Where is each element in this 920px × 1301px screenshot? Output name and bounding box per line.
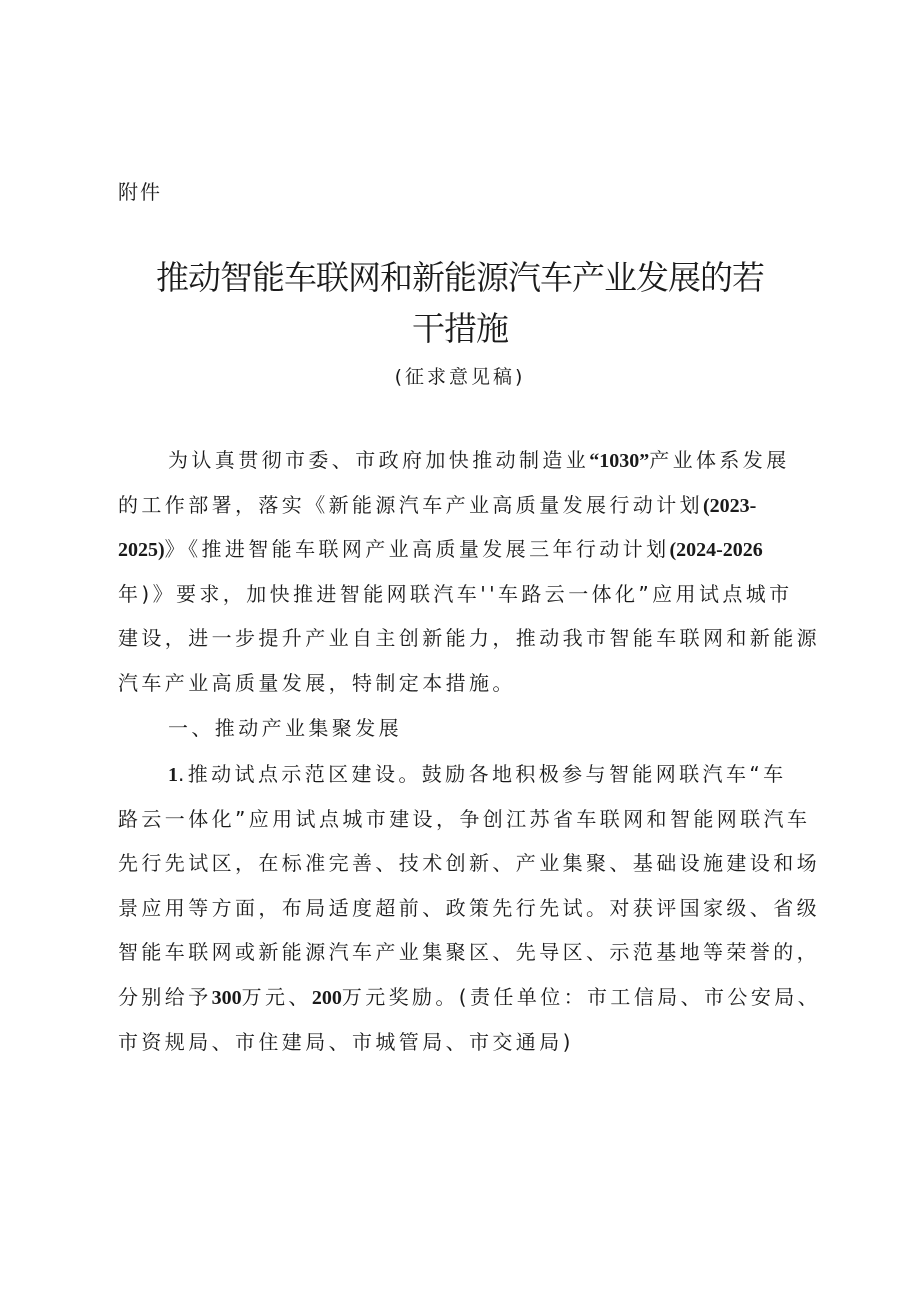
title-line-2: 干措施 bbox=[412, 309, 508, 348]
title-line-1: 推动智能车联网和新能源汽车产业发展的若 bbox=[156, 258, 764, 297]
item-line: 路云一体化”应用试点城市建设，争创江苏省车联网和智能网联汽车 bbox=[118, 806, 811, 831]
document-title bbox=[0, 252, 920, 354]
item-1-paragraph bbox=[118, 752, 822, 1064]
attachment-label: 附件 bbox=[118, 180, 162, 204]
intro-line: 的工作部署，落实《新能源汽车产业高质量发展行动计划(2023- bbox=[118, 492, 757, 517]
item-line: 分别给予300万元、200万元奖励。(责任单位：市工信局、市公安局、 bbox=[118, 984, 822, 1009]
intro-line: 为认真贯彻市委、市政府加快推动制造业“1030”产业体系发展 bbox=[168, 448, 790, 472]
item-line: 景应用等方面，布局适度超前、政策先行先试。对获评国家级、省级 bbox=[118, 895, 820, 920]
document-subtitle: (征求意见稿) bbox=[394, 366, 526, 388]
intro-line: 年)》要求，加快推进智能网联汽车''车路云一体化”应用试点城市 bbox=[118, 581, 793, 606]
item-line: 智能车联网或新能源汽车产业集聚区、先导区、示范基地等荣誉的， bbox=[118, 940, 820, 965]
intro-paragraph bbox=[118, 438, 818, 706]
section-heading-text: 一、推动产业集聚发展 bbox=[168, 716, 402, 740]
item-line: 先行先试区，在标准完善、技术创新、产业集聚、基础设施建设和场 bbox=[118, 851, 820, 876]
intro-line: 2025)》《推进智能车联网产业高质量发展三年行动计划(2024-2026 bbox=[118, 537, 763, 562]
intro-line: 建设，进一步提升产业自主创新能力，推动我市智能车联网和新能源 bbox=[118, 626, 820, 651]
intro-line: 汽车产业高质量发展，特制定本措施。 bbox=[118, 670, 516, 695]
item-line: 市资规局、市住建局、市城管局、市交通局) bbox=[118, 1029, 574, 1054]
item-line: 1.推动试点示范区建设。鼓励各地积极参与智能网联汽车“车 bbox=[168, 762, 787, 786]
section-heading-1 bbox=[118, 706, 818, 751]
